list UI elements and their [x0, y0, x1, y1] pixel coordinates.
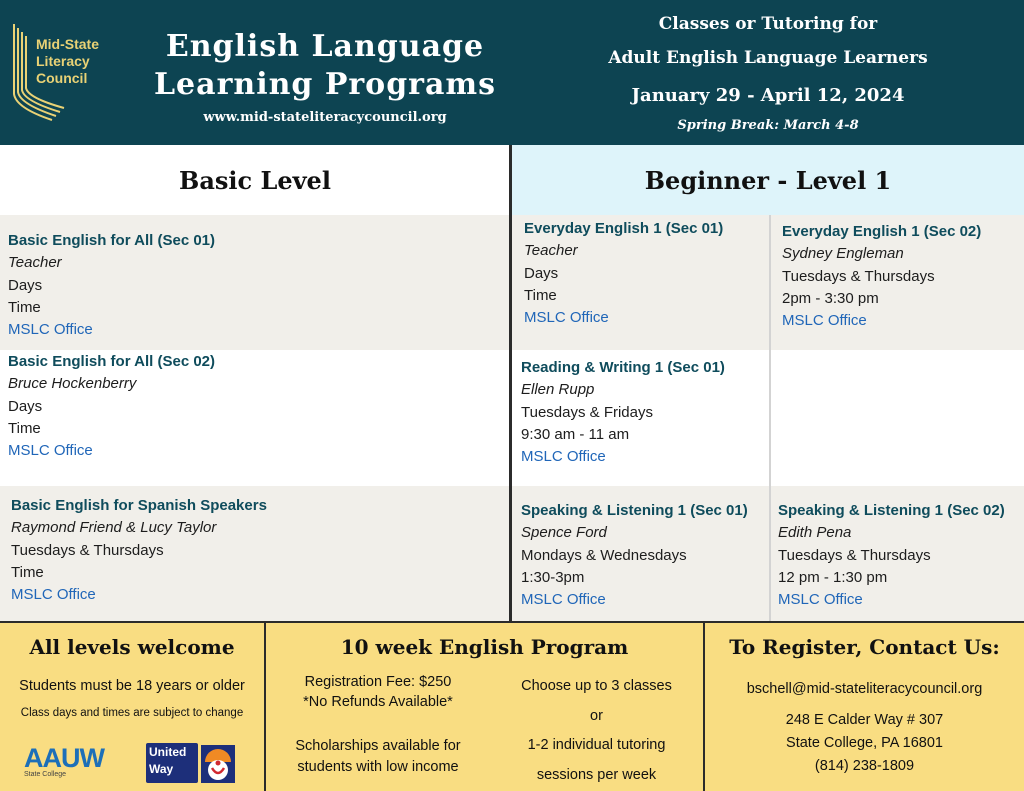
united-way-wordmark-bg	[146, 743, 198, 783]
class-days: Tuesdays & Thursdays	[11, 541, 164, 559]
class-basic-english-sec01	[8, 230, 215, 341]
aauw-subtitle: State College	[24, 771, 67, 778]
class-name: Reading & Writing 1 (Sec 01)	[521, 359, 725, 376]
tagline-line-1: Classes or Tutoring for	[658, 14, 878, 34]
united-way-emblem-icon	[201, 745, 235, 783]
class-days: Days	[8, 397, 43, 415]
class-location-link[interactable]: MSLC Office	[778, 591, 863, 609]
united-way-logo	[146, 743, 234, 785]
class-name: Everyday English 1 (Sec 02)	[782, 223, 982, 240]
class-time: Time	[11, 563, 44, 581]
class-teacher: Teacher	[524, 242, 578, 260]
united-way-line-1: United	[149, 745, 187, 759]
class-teacher: Bruce Hockenberry	[8, 375, 137, 393]
contact-email-link[interactable]: bschell@mid-stateliteracycouncil.org	[746, 681, 983, 697]
class-teacher: Teacher	[8, 254, 62, 272]
scholarship-line-1: Scholarships available for	[295, 738, 461, 754]
fee-block	[266, 672, 490, 712]
contact-address	[705, 709, 1024, 778]
page-title	[140, 28, 510, 104]
class-name: Basic English for All (Sec 02)	[8, 353, 216, 370]
class-teacher: Sydney Engleman	[782, 245, 904, 263]
refund-policy: *No Refunds Available*	[303, 694, 453, 710]
class-speaking-listening-sec01	[521, 500, 748, 611]
class-time: Time	[524, 286, 557, 304]
class-everyday-english-sec02	[782, 221, 981, 332]
class-teacher: Edith Pena	[778, 524, 852, 542]
class-teacher: Spence Ford	[521, 524, 607, 542]
class-name: Speaking & Listening 1 (Sec 01)	[521, 502, 748, 519]
class-name: Everyday English 1 (Sec 01)	[524, 220, 724, 237]
age-note: Students must be 18 years or older	[19, 678, 245, 694]
welcome-title: All levels welcome	[29, 635, 235, 659]
class-choice-block	[490, 672, 703, 790]
info-footer	[0, 621, 1024, 791]
class-basic-english-sec02	[8, 351, 215, 462]
title-line-1: English Language	[165, 29, 485, 64]
choice-line-3: sessions per week	[536, 766, 657, 783]
spring-break-note: Spring Break: March 4-8	[677, 118, 859, 133]
class-location-link[interactable]: MSLC Office	[521, 448, 606, 466]
class-time: 2pm - 3:30 pm	[782, 289, 879, 307]
class-time: 12 pm - 1:30 pm	[778, 568, 888, 586]
class-location-link[interactable]: MSLC Office	[8, 321, 93, 339]
logo-text	[36, 36, 99, 87]
address-line-2: State College, PA 16801	[786, 735, 943, 751]
beginner-column-divider	[769, 215, 771, 621]
program-dates: January 29 - April 12, 2024	[631, 85, 905, 106]
mslc-logo	[8, 24, 128, 124]
schedule-change-note: Class days and times are subject to change	[20, 707, 244, 719]
class-days: Tuesdays & Thursdays	[778, 546, 931, 564]
aauw-wordmark: AAUW	[24, 743, 104, 773]
class-location-link[interactable]: MSLC Office	[524, 309, 609, 327]
choice-line-2: 1-2 individual tutoring	[527, 737, 666, 753]
class-time: Time	[8, 298, 41, 316]
class-days: Days	[8, 276, 43, 294]
class-basic-english-spanish	[11, 495, 267, 606]
column-divider	[509, 145, 512, 621]
registration-fee: Registration Fee: $250	[304, 674, 452, 690]
class-teacher: Raymond Friend & Lucy Taylor	[11, 519, 217, 537]
header-banner	[0, 0, 1024, 145]
class-location-link[interactable]: MSLC Office	[521, 591, 606, 609]
class-time: 1:30-3pm	[521, 568, 585, 586]
choice-line-1: Choose up to 3 classes	[521, 678, 672, 694]
website-link[interactable]: www.mid-stateliteracycouncil.org	[203, 110, 447, 125]
class-location-link[interactable]: MSLC Office	[8, 442, 93, 460]
class-days: Mondays & Wednesdays	[521, 546, 687, 564]
united-way-line-2: Way	[149, 762, 174, 776]
class-name: Basic English for All (Sec 01)	[8, 232, 216, 249]
scholarship-line-2: students with low income	[297, 759, 459, 775]
program-length-title: 10 week English Program	[340, 635, 629, 659]
beginner-level-heading: Beginner - Level 1	[512, 145, 1024, 215]
logo-line-2: Literacy	[36, 53, 90, 69]
basic-level-heading: Basic Level	[0, 145, 510, 215]
class-speaking-listening-sec02	[778, 500, 1005, 611]
class-everyday-english-sec01	[524, 218, 723, 329]
class-name: Basic English for Spanish Speakers	[11, 497, 267, 514]
class-name: Speaking & Listening 1 (Sec 02)	[778, 502, 1005, 519]
class-teacher: Ellen Rupp	[521, 381, 595, 399]
class-time: 9:30 am - 11 am	[521, 425, 630, 443]
choice-or: or	[590, 707, 603, 724]
aauw-logo	[24, 743, 116, 783]
register-title: To Register, Contact Us:	[729, 635, 1000, 659]
class-location-link[interactable]: MSLC Office	[11, 586, 96, 604]
scholarship-block	[266, 736, 490, 778]
tagline-line-2: Adult English Language Learners	[608, 48, 928, 68]
title-line-2: Learning Programs	[153, 67, 497, 102]
address-line-1: 248 E Calder Way # 307	[785, 712, 944, 728]
class-days: Days	[524, 264, 559, 282]
class-reading-writing-sec01	[521, 357, 725, 468]
logo-line-1: Mid-State	[36, 36, 99, 52]
class-days: Tuesdays & Thursdays	[782, 267, 935, 285]
class-location-link[interactable]: MSLC Office	[782, 312, 867, 330]
class-days: Tuesdays & Fridays	[521, 403, 653, 421]
class-time: Time	[8, 419, 41, 437]
logo-line-3: Council	[36, 70, 88, 86]
contact-phone: (814) 238-1809	[814, 758, 915, 774]
